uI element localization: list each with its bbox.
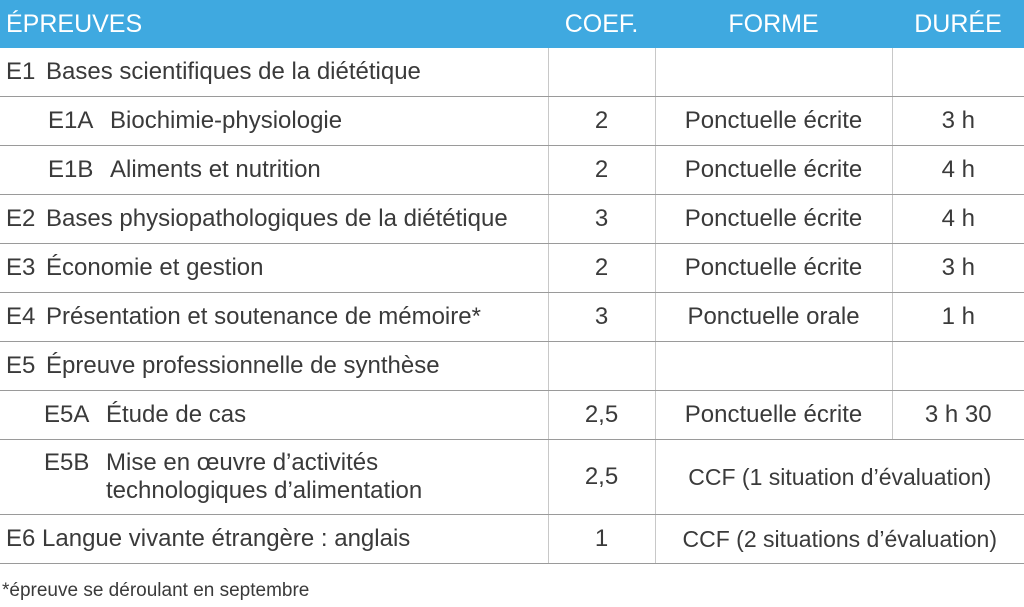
- coef-cell: 1: [548, 515, 655, 564]
- epreuve-title: Bases physiopathologiques de la diététique: [46, 205, 508, 232]
- epreuve-code: E1A: [48, 107, 94, 134]
- duree-cell: [892, 48, 1024, 97]
- footnote: *épreuve se déroulant en septembre: [2, 580, 310, 601]
- epreuve-title: Bases scientifiques de la diététique: [46, 58, 421, 85]
- epreuve-code: E1B: [48, 156, 94, 183]
- forme-cell: Ponctuelle écrite: [655, 97, 892, 146]
- forme-cell: [655, 48, 892, 97]
- table-row: [0, 195, 1024, 244]
- table-row: [0, 391, 1024, 440]
- epreuve-code: E4: [6, 303, 36, 330]
- table-row: [0, 515, 1024, 564]
- epreuve-title: Aliments et nutrition: [110, 156, 321, 183]
- epreuve-title: Économie et gestion: [46, 254, 264, 281]
- forme-cell: Ponctuelle écrite: [655, 391, 892, 440]
- epreuve-title: [106, 449, 422, 505]
- epreuve-cell: [0, 97, 548, 146]
- epreuve-code: E3: [6, 254, 36, 281]
- coef-cell: 2,5: [548, 391, 655, 440]
- forme-cell: CCF (1 situation d’évaluation): [655, 440, 1024, 515]
- table-row: [0, 97, 1024, 146]
- coef-cell: 2,5: [548, 440, 655, 515]
- duree-cell: 3 h: [892, 97, 1024, 146]
- table-row: [0, 293, 1024, 342]
- forme-cell: CCF (2 situations d’évaluation): [655, 515, 1024, 564]
- forme-cell: Ponctuelle écrite: [655, 146, 892, 195]
- epreuve-cell: [0, 48, 548, 97]
- epreuve-code: E5: [6, 352, 36, 379]
- duree-cell: [892, 342, 1024, 391]
- epreuve-cell: [0, 515, 548, 564]
- table-row: [0, 244, 1024, 293]
- coef-cell: [548, 342, 655, 391]
- epreuve-title-line1: Mise en œuvre d’activités: [106, 449, 379, 476]
- forme-cell: Ponctuelle orale: [655, 293, 892, 342]
- coef-cell: [548, 48, 655, 97]
- epreuve-title: Épreuve professionnelle de synthèse: [46, 352, 440, 379]
- epreuve-code: E5A: [44, 401, 90, 428]
- coef-cell: 2: [548, 146, 655, 195]
- epreuve-code: E5B: [44, 449, 90, 476]
- coef-cell: 2: [548, 244, 655, 293]
- epreuve-title: Langue vivante étrangère : anglais: [42, 525, 411, 552]
- epreuve-cell: [0, 391, 548, 440]
- table-row: [0, 342, 1024, 391]
- table-row: [0, 146, 1024, 195]
- epreuve-cell: [0, 440, 548, 515]
- duree-cell: 3 h: [892, 244, 1024, 293]
- header-duree: DURÉE: [892, 0, 1024, 48]
- epreuve-code: E6: [6, 525, 36, 552]
- duree-cell: 4 h: [892, 146, 1024, 195]
- forme-cell: [655, 342, 892, 391]
- table-row: [0, 48, 1024, 97]
- epreuve-cell: [0, 195, 548, 244]
- epreuve-cell: [0, 342, 548, 391]
- header-epreuves: ÉPREUVES: [0, 0, 548, 48]
- table-row: [0, 440, 1024, 515]
- duree-cell: 1 h: [892, 293, 1024, 342]
- table-header-row: [0, 0, 1024, 48]
- header-coef: COEF.: [548, 0, 655, 48]
- duree-cell: 3 h 30: [892, 391, 1024, 440]
- epreuve-title-line2: technologiques d’alimentation: [106, 477, 423, 504]
- forme-cell: Ponctuelle écrite: [655, 195, 892, 244]
- coef-cell: 2: [548, 97, 655, 146]
- header-forme: FORME: [655, 0, 892, 48]
- epreuve-cell: [0, 146, 548, 195]
- epreuve-cell: [0, 244, 548, 293]
- epreuve-title: Biochimie-physiologie: [110, 107, 343, 134]
- coef-cell: 3: [548, 195, 655, 244]
- forme-cell: Ponctuelle écrite: [655, 244, 892, 293]
- epreuve-cell: [0, 293, 548, 342]
- duree-cell: 4 h: [892, 195, 1024, 244]
- epreuve-code: E1: [6, 58, 36, 85]
- epreuve-code: E2: [6, 205, 36, 232]
- epreuve-title: Étude de cas: [106, 401, 247, 428]
- coef-cell: 3: [548, 293, 655, 342]
- epreuve-title: Présentation et soutenance de mémoire*: [46, 303, 481, 330]
